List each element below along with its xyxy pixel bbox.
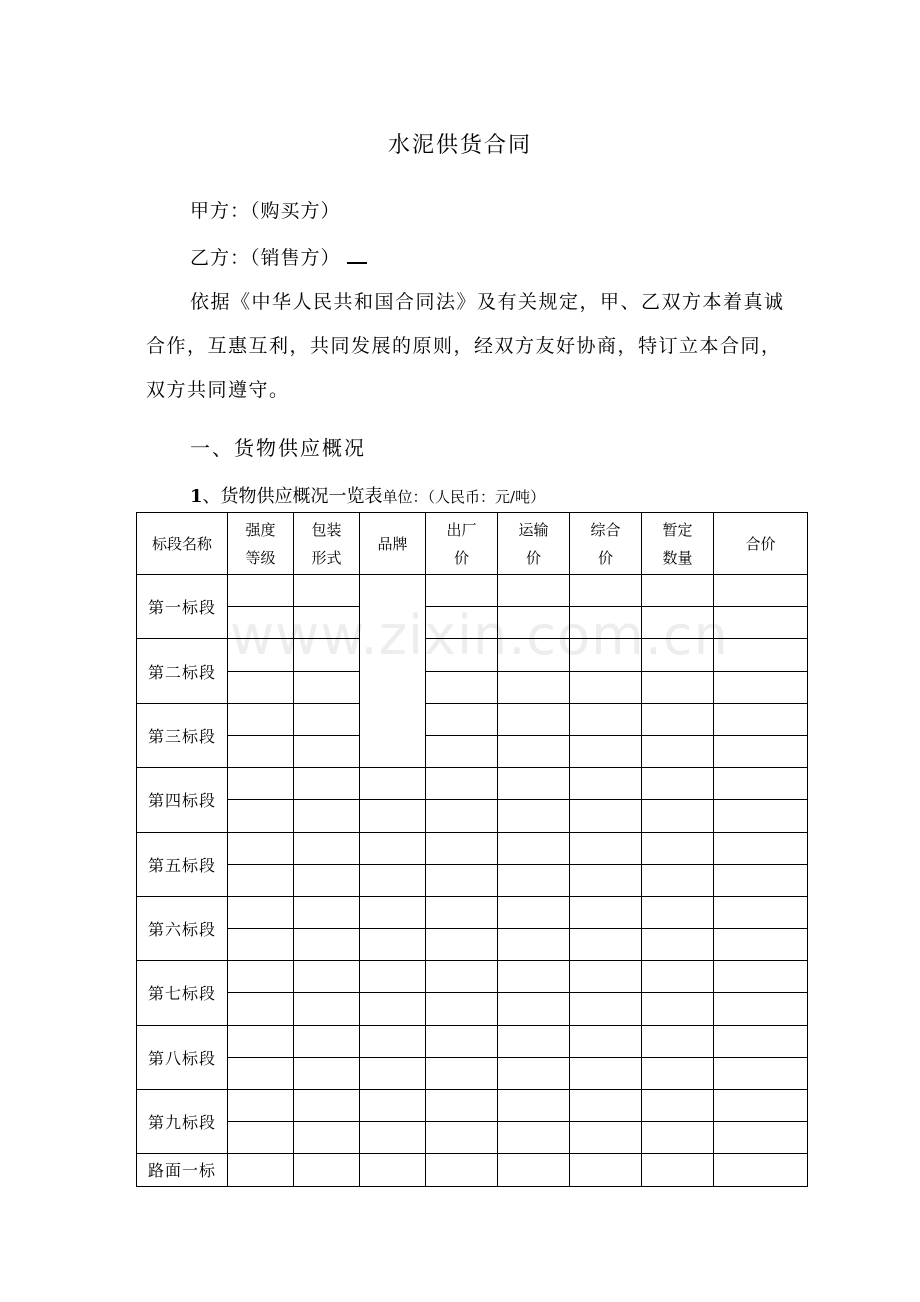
table-cell[interactable] (360, 961, 426, 993)
table-cell[interactable] (642, 639, 714, 671)
table-cell[interactable] (228, 1057, 294, 1089)
segment-name-cell: 第九标段 (137, 1090, 228, 1154)
table-cell[interactable] (294, 1025, 360, 1057)
table-cell[interactable] (570, 864, 642, 896)
table-cell[interactable] (714, 896, 808, 928)
party-a-label: 甲方：（购买方） (190, 200, 341, 222)
table-cell[interactable] (294, 832, 360, 864)
party-b-label: 乙方：（销售方） (190, 247, 341, 269)
table-row (137, 929, 808, 961)
table-cell[interactable] (498, 1090, 570, 1122)
caption-text: 、货物供应概况一览表 (202, 486, 383, 507)
table-cell[interactable] (498, 864, 570, 896)
table-cell[interactable] (360, 1122, 426, 1154)
table-cell[interactable] (642, 1057, 714, 1089)
table-row (137, 735, 808, 767)
table-cell[interactable] (570, 1057, 642, 1089)
table-cell[interactable] (426, 1057, 498, 1089)
table-cell[interactable] (426, 639, 498, 671)
table-cell[interactable] (714, 800, 808, 832)
segment-name-cell: 第二标段 (137, 639, 228, 703)
table-cell[interactable] (642, 607, 714, 639)
table-cell[interactable] (642, 671, 714, 703)
column-header: 暂定 数量 (642, 513, 714, 575)
segment-name-cell: 第一标段 (137, 575, 228, 639)
table-cell[interactable] (360, 896, 426, 928)
table-row (137, 993, 808, 1025)
table-cell[interactable] (714, 961, 808, 993)
caption-unit: 单位：（人民币：元/吨） (382, 488, 546, 506)
table-cell[interactable] (294, 607, 360, 639)
intro-line-1: 依据《中华人民共和国合同法》及有关规定，甲、乙双方本着真诚 (190, 291, 785, 313)
segment-name-cell: 第八标段 (137, 1025, 228, 1089)
table-cell[interactable] (426, 800, 498, 832)
table-cell[interactable] (714, 1090, 808, 1122)
supply-table-body (137, 513, 808, 1187)
table-cell[interactable] (228, 896, 294, 928)
table-row (137, 1057, 808, 1089)
table-cell[interactable] (714, 639, 808, 671)
table-cell[interactable] (498, 575, 570, 607)
table-cell[interactable] (642, 1154, 714, 1186)
table-cell[interactable] (642, 1122, 714, 1154)
table-cell[interactable] (426, 929, 498, 961)
table-cell[interactable] (228, 639, 294, 671)
table-cell[interactable] (228, 993, 294, 1025)
segment-name-cell: 第四标段 (137, 768, 228, 832)
table-cell[interactable] (714, 575, 808, 607)
table-cell[interactable] (570, 1154, 642, 1186)
table-cell[interactable] (228, 1154, 294, 1186)
table-cell[interactable] (360, 768, 426, 800)
table-cell[interactable] (642, 1090, 714, 1122)
table-row (137, 671, 808, 703)
table-cell[interactable] (228, 703, 294, 735)
intro-line-2: 合作，互惠互利，共同发展的原则，经双方友好协商，特订立本合同， (146, 335, 782, 357)
column-header: 合价 (714, 513, 808, 575)
column-header: 出厂 价 (426, 513, 498, 575)
segment-name-cell: 第七标段 (137, 961, 228, 1025)
column-header: 标段名称 (137, 513, 228, 575)
segment-name-cell: 第六标段 (137, 896, 228, 960)
table-cell[interactable] (714, 768, 808, 800)
table-row (137, 1122, 808, 1154)
table-cell[interactable] (714, 607, 808, 639)
table-cell[interactable] (714, 1057, 808, 1089)
table-cell[interactable] (498, 961, 570, 993)
table-cell[interactable] (360, 832, 426, 864)
table-cell[interactable] (498, 832, 570, 864)
table-cell[interactable] (228, 832, 294, 864)
table-cell[interactable] (426, 1122, 498, 1154)
table-cell[interactable] (498, 896, 570, 928)
table-cell[interactable] (360, 864, 426, 896)
table-cell[interactable] (570, 800, 642, 832)
table-cell[interactable] (714, 735, 808, 767)
table-cell[interactable] (360, 993, 426, 1025)
segment-name-cell: 第三标段 (137, 703, 228, 767)
table-cell[interactable] (642, 832, 714, 864)
table-cell[interactable] (294, 639, 360, 671)
table-cell[interactable] (228, 1122, 294, 1154)
table-cell[interactable] (228, 961, 294, 993)
table-cell[interactable] (426, 864, 498, 896)
table-cell[interactable] (570, 671, 642, 703)
table-cell[interactable] (426, 993, 498, 1025)
watermark: www.zixin.com.cn (230, 604, 729, 667)
table-cell[interactable] (570, 929, 642, 961)
table-cell[interactable] (360, 1025, 426, 1057)
table-cell[interactable] (570, 768, 642, 800)
table-row (137, 864, 808, 896)
intro-paragraph (146, 280, 826, 412)
supply-table (136, 512, 808, 1187)
table-cell[interactable] (294, 896, 360, 928)
table-cell[interactable] (426, 896, 498, 928)
table-row (137, 703, 808, 735)
segment-name-cell: 路面一标 (137, 1154, 228, 1186)
table-cell[interactable] (360, 1154, 426, 1186)
table-cell[interactable] (294, 575, 360, 607)
table-cell[interactable] (294, 1090, 360, 1122)
table-cell[interactable] (642, 864, 714, 896)
table-cell[interactable] (426, 735, 498, 767)
table-cell[interactable] (426, 768, 498, 800)
intro-line-3: 双方共同遵守。 (146, 379, 290, 401)
party-b-blank (347, 244, 367, 264)
table-cell[interactable] (294, 800, 360, 832)
table-row (137, 1025, 808, 1057)
table-cell[interactable] (714, 832, 808, 864)
document-title: 水泥供货合同 (387, 133, 532, 158)
table-cell[interactable] (714, 1122, 808, 1154)
table-cell[interactable] (360, 929, 426, 961)
party-a-line (190, 196, 341, 223)
table-cell[interactable] (642, 575, 714, 607)
table-cell[interactable] (570, 993, 642, 1025)
table-cell[interactable] (426, 703, 498, 735)
table-cell[interactable] (294, 703, 360, 735)
table-cell[interactable] (426, 832, 498, 864)
table-row (137, 768, 808, 800)
column-header: 品牌 (360, 513, 426, 575)
table-cell[interactable] (498, 768, 570, 800)
table-cell[interactable] (294, 1057, 360, 1089)
table-cell[interactable] (714, 1154, 808, 1186)
table-cell[interactable] (228, 671, 294, 703)
table-cell[interactable] (294, 1154, 360, 1186)
table-cell[interactable] (570, 703, 642, 735)
table-cell[interactable] (570, 735, 642, 767)
table-cell[interactable] (498, 800, 570, 832)
table-cell[interactable] (714, 929, 808, 961)
table-cell[interactable] (360, 800, 426, 832)
table-cell[interactable] (714, 703, 808, 735)
party-b-line (190, 243, 367, 270)
table-cell[interactable] (228, 735, 294, 767)
table-cell[interactable] (714, 1025, 808, 1057)
section-heading: 一、货物供应概况 (190, 436, 366, 460)
table-cell[interactable] (426, 1025, 498, 1057)
table-cell[interactable] (642, 896, 714, 928)
table-cell[interactable] (498, 671, 570, 703)
segment-name-cell: 第五标段 (137, 832, 228, 896)
table-cell[interactable] (294, 864, 360, 896)
column-header: 综合 价 (570, 513, 642, 575)
table-row (137, 607, 808, 639)
table-cell[interactable] (498, 1025, 570, 1057)
table-cell[interactable] (294, 671, 360, 703)
table-cell[interactable] (228, 768, 294, 800)
table-caption (190, 482, 545, 508)
table-cell[interactable] (498, 735, 570, 767)
table-cell[interactable] (426, 1090, 498, 1122)
table-row (137, 575, 808, 607)
table-cell[interactable] (294, 961, 360, 993)
table-cell[interactable] (570, 575, 642, 607)
caption-number: 1 (190, 486, 203, 507)
table-cell[interactable] (426, 575, 498, 607)
brand-merged-cell[interactable] (360, 575, 426, 768)
table-cell[interactable] (360, 1057, 426, 1089)
table-cell[interactable] (570, 1090, 642, 1122)
table-cell[interactable] (642, 703, 714, 735)
table-cell[interactable] (498, 639, 570, 671)
table-cell[interactable] (426, 1154, 498, 1186)
table-row (137, 639, 808, 671)
table-row (137, 800, 808, 832)
table-cell[interactable] (498, 929, 570, 961)
table-cell[interactable] (228, 929, 294, 961)
table-row (137, 832, 808, 864)
table-cell[interactable] (498, 1057, 570, 1089)
table-cell[interactable] (498, 1154, 570, 1186)
table-cell[interactable] (642, 993, 714, 1025)
table-cell[interactable] (228, 1025, 294, 1057)
column-header: 包装 形式 (294, 513, 360, 575)
table-cell[interactable] (714, 993, 808, 1025)
table-cell[interactable] (294, 735, 360, 767)
table-cell[interactable] (228, 864, 294, 896)
table-cell[interactable] (642, 768, 714, 800)
table-cell[interactable] (228, 1090, 294, 1122)
table-cell[interactable] (426, 961, 498, 993)
column-header: 运输 价 (498, 513, 570, 575)
table-cell[interactable] (228, 800, 294, 832)
table-cell[interactable] (426, 607, 498, 639)
table-cell[interactable] (570, 1025, 642, 1057)
table-cell[interactable] (570, 961, 642, 993)
table-row (137, 1090, 808, 1122)
table-cell[interactable] (642, 929, 714, 961)
table-cell[interactable] (228, 575, 294, 607)
table-cell[interactable] (642, 800, 714, 832)
table-cell[interactable] (498, 993, 570, 1025)
table-cell[interactable] (570, 607, 642, 639)
table-row (137, 1154, 808, 1186)
table-cell[interactable] (570, 832, 642, 864)
table-header-row (137, 513, 808, 575)
table-row (137, 961, 808, 993)
table-cell[interactable] (498, 607, 570, 639)
table-cell[interactable] (498, 703, 570, 735)
table-cell[interactable] (714, 864, 808, 896)
table-cell[interactable] (714, 671, 808, 703)
table-cell[interactable] (642, 735, 714, 767)
table-cell[interactable] (360, 1090, 426, 1122)
table-cell[interactable] (294, 993, 360, 1025)
table-cell[interactable] (642, 961, 714, 993)
table-cell[interactable] (570, 1122, 642, 1154)
table-cell[interactable] (228, 607, 294, 639)
table-cell[interactable] (294, 929, 360, 961)
table-cell[interactable] (642, 1025, 714, 1057)
table-row (137, 896, 808, 928)
table-cell[interactable] (570, 896, 642, 928)
table-cell[interactable] (498, 1122, 570, 1154)
table-cell[interactable] (294, 768, 360, 800)
table-cell[interactable] (294, 1122, 360, 1154)
column-header: 强度 等级 (228, 513, 294, 575)
table-cell[interactable] (570, 639, 642, 671)
table-cell[interactable] (426, 671, 498, 703)
